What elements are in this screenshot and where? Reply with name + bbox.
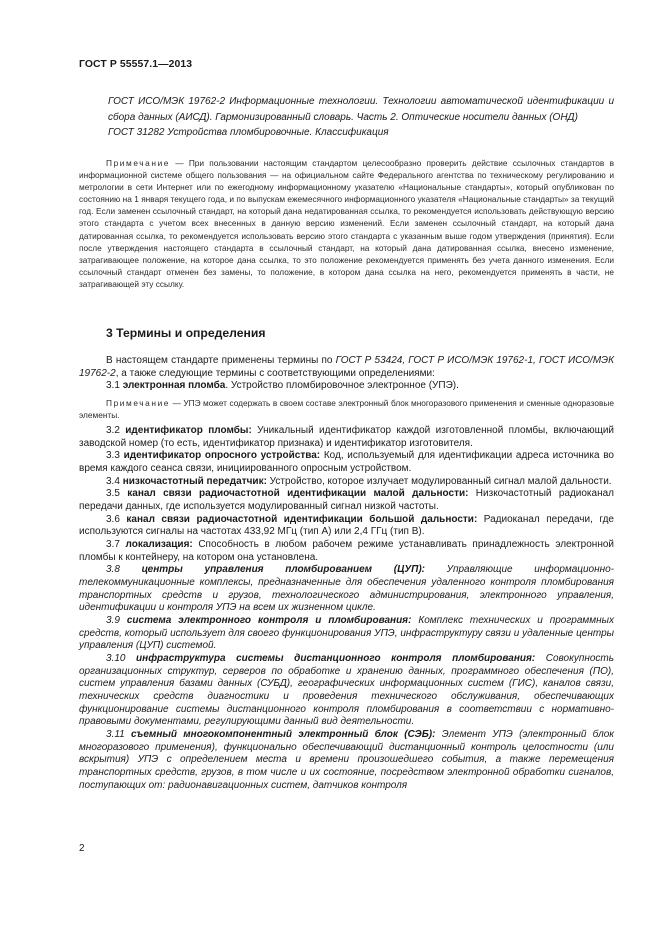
page-number: 2 bbox=[79, 843, 85, 854]
section-intro: В настоящем стандарте применены термины по ГОСТ Р 53424, ГОСТ Р ИСО/МЭК 19762-1, ГОСТ ИСО/МЭК 19762-2, а также следующие термины с соответствующими определениями: bbox=[79, 355, 614, 379]
note-text: — При пользовании настоящим стандартом целесообразно проверить действие ссылочных стандартов в информационной системе общего пользования — на официальном сайте Федерального агентства по техническому регулированию и метрологии в сети Интернет или по ежегодному информационному указателю «Национальные стандарты», который опубликован по состоянию на 1 января текущего года, и по выпускам ежемесячного информационного указателя «Национальные стандарты» за текущий год. Если заменен ссылочный стандарт, на который дана недатированная ссылка, то рекомендуется использовать действующую версию этого стандарта с учетом всех внесенных в данную версию изменений. Если заменен ссылочный стандарт, на который дана датированная ссылка, то рекомендуется использовать версию этого стандарта с указанным выше годом утверждения (принятия). Если после утверждения настоящего стандарта в ссылочный стандарт, на который дана датированная ссылка, внесено изменение, затрагивающее положение, на которое дана ссылка, то это положение рекомендуется применять без учета данного изменения. Если ссылочный стандарт отменен без замены, то положение, в котором дана ссылка на него, рекомендуется применять в части, не затрагивающей эту ссылку. bbox=[79, 158, 614, 289]
term-3-2: 3.2 идентификатор пломбы: Уникальный идентификатор каждой изготовленной пломбы, включающий заводской номер (то есть, идентификатор признака) и идентификатор изготовителя. bbox=[79, 425, 614, 449]
term-3-1: 3.1 электронная пломба. Устройство пломбировочное электронное (УПЭ). bbox=[106, 380, 459, 392]
reference-item: ГОСТ 31282 Устройства пломбировочные. Классификация bbox=[108, 127, 389, 139]
term-3-4: 3.4 низкочастотный передатчик: Устройство, которое излучает модулированный сигнал малой дальности. bbox=[106, 475, 612, 487]
section-heading: 3 Термины и определения bbox=[106, 326, 266, 340]
note-references bbox=[79, 157, 614, 290]
note-label: Примечание bbox=[106, 158, 171, 168]
term-3-9: 3.9 система электронного контроля и пломбирования: Комплекс технических и программных средств, который использует для своего функционирования УПЭ, инфраструктуру связи и удаленные центры управления (ЦУП) системой. bbox=[79, 615, 614, 652]
normative-references bbox=[79, 94, 614, 141]
reference-item: ГОСТ ИСО/МЭК 19762-2 Информационные технологии. Технологии автоматической идентификации и сбора данных (АИСД). Гармонизированный словарь. Часть 2. Оптические носители данных (ОНД) bbox=[108, 96, 614, 123]
terms-section bbox=[79, 355, 614, 792]
term-3-10: 3.10 инфраструктура системы дистанционного контроля пломбирования: Совокупность организационных структур, серверов по обработке и хранению данных, программного обеспечения (ПО), систем управления базами данных (СУБД), географических информационных систем (ГИС), каналов связи, технических средств диагностики и проведения технического обслуживания, обеспечивающих функционирование системы дистанционного контроля пломбирования в соответствии с нормативно-правовыми документами, регулирующими данный вид деятельности. bbox=[79, 652, 614, 728]
term-3-7: 3.7 локализация: Способность в любом рабочем режиме устанавливать принадлежность электронной пломбы к контейнеру, на котором она установлена. bbox=[79, 539, 614, 563]
page-header: ГОСТ Р 55557.1—2013 bbox=[79, 59, 193, 70]
term-3-6: 3.6 канал связи радиочастотной идентификации большой дальности: Радиоканал передачи, где используются сигналы на частотах 433,92 МГц (тип А) или 2,4 ГГц (тип В). bbox=[79, 513, 614, 538]
term-3-11: 3.11 съемный многокомпонентный электронный блок (СЭБ): Элемент УПЭ (электронный блок многоразового применения), функционально обеспечивающий дистанционный контроль целостности (или вскрытия) УПЭ с определением места и времени произошедшего события, а также перемещения транспортных средств, грузов, в том числе и их состояние, посредством электронной обработки сигналов, поступающих от: радионавигационных систем, датчиков контроля bbox=[79, 728, 615, 791]
note-term-3-1: Примечание — УПЭ может содержать в своем составе электронный блок многоразового применения и сменные одноразовые элементы. bbox=[79, 397, 614, 421]
term-3-5: 3.5 канал связи радиочастотной идентификации малой дальности: Низкочастотный радиоканал передачи данных, где используется модулированный сигнал низкой частоты. bbox=[79, 488, 614, 513]
term-3-8: 3.8 центры управления пломбированием (ЦУП): Управляющие информационно-телекоммуникационные комплексы, предназначенные для обеспечения удаленного контроля пломбирования транспортных средств и грузов, технологического администрирования, электронного управления, идентификации и контроля УПЭ на всем их жизненном цикле. bbox=[79, 564, 614, 614]
term-3-3: 3.3 идентификатор опросного устройства: Код, используемый для идентификации адреса источника во время каждого сеанса связи, инициированного опросным устройством. bbox=[79, 450, 614, 475]
